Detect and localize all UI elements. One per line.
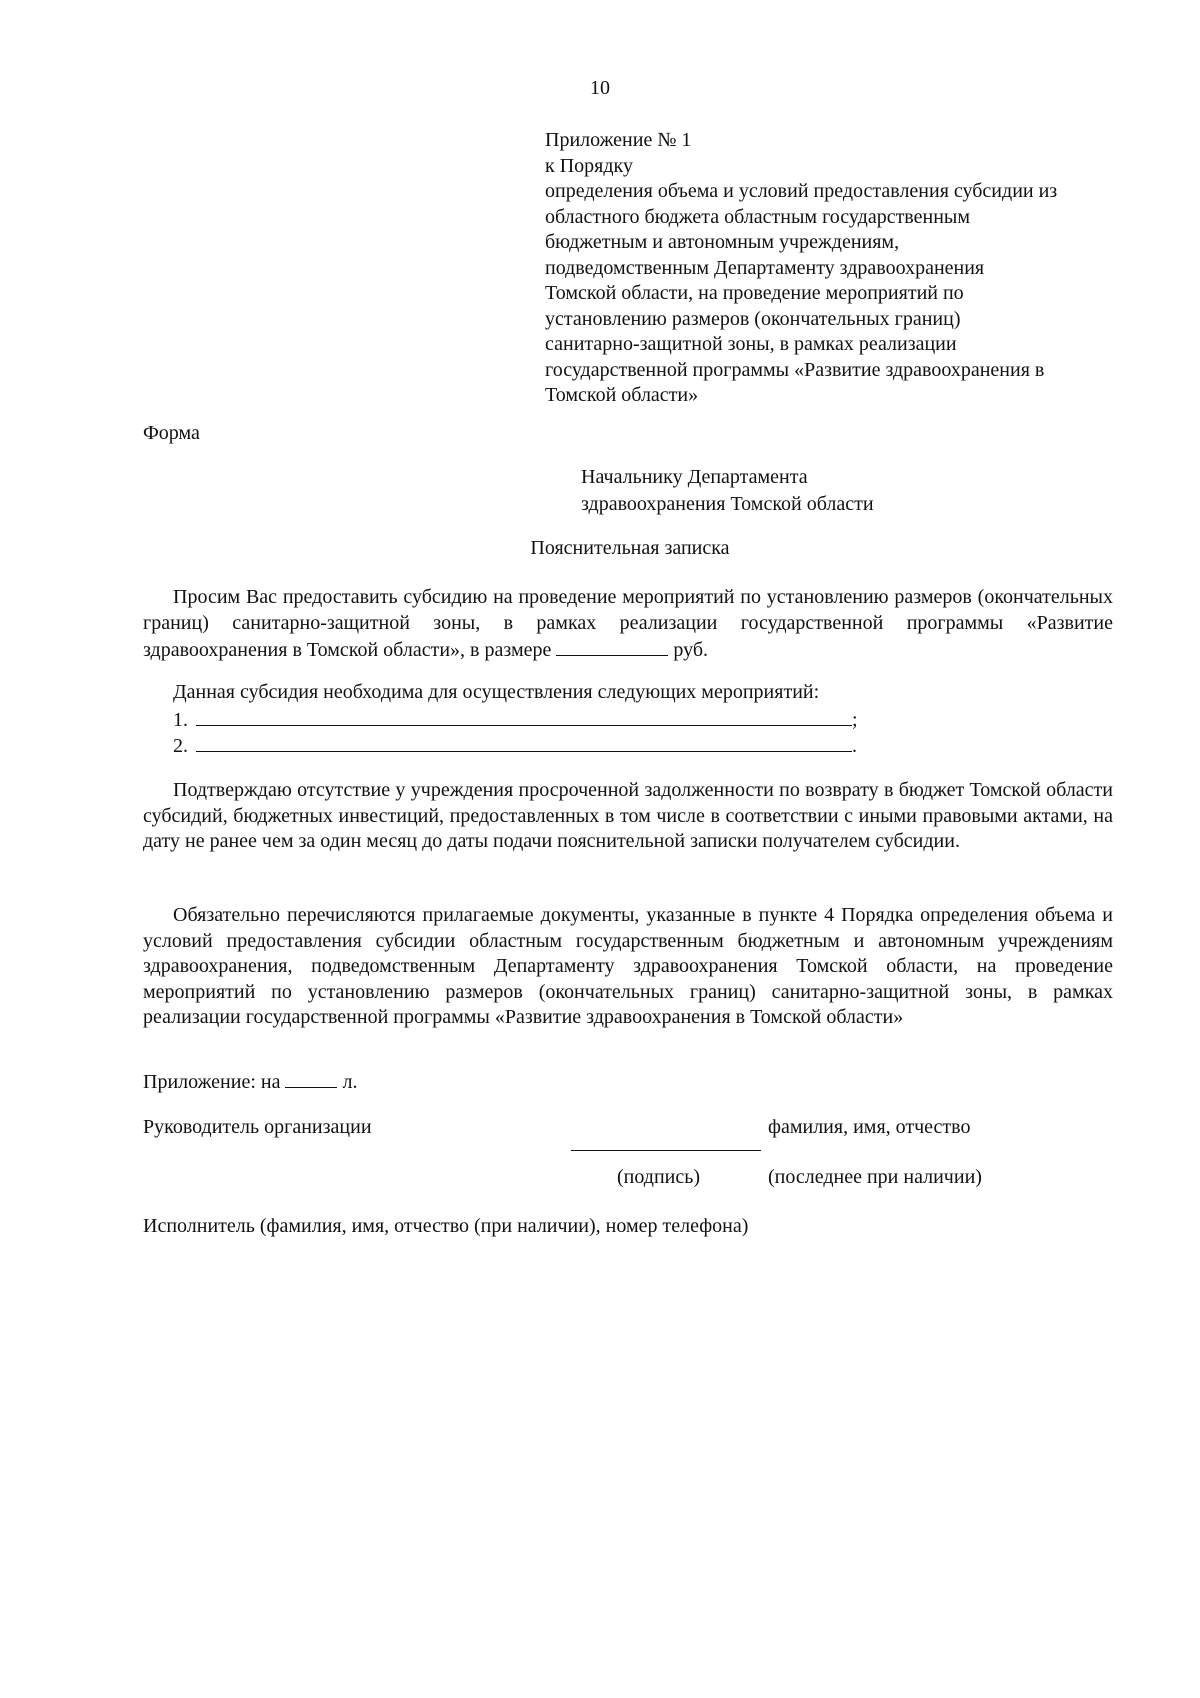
currency-label: руб. — [673, 639, 709, 661]
addressee-line: здравоохранения Томской области — [581, 493, 874, 515]
document-title: Пояснительная записка — [530, 537, 730, 559]
activity-number: 1. — [173, 709, 188, 731]
form-label: Форма — [143, 422, 200, 444]
activity-end-mark: ; — [852, 709, 858, 731]
confirmation-paragraph: Подтверждаю отсутствие у учреждения просроченной задолженности по возврату в бюджет Томской области субсидий, бюджетных инвестиций, предоставленных в том числе в соответствии с иными правовыми актами, на дату не ранее чем за один месяц до даты подачи пояснительной записки получателем субсидии. — [143, 779, 1113, 852]
attachment-line — [143, 1068, 357, 1094]
appendix-line: определения объема и условий предоставления субсидии из — [545, 180, 1058, 202]
activity-blank-field[interactable] — [196, 706, 852, 726]
activity-blank-field[interactable] — [196, 732, 852, 752]
executor-line: Исполнитель (фамилия, имя, отчество (при наличии), номер телефона) — [143, 1215, 749, 1237]
appendix-line: санитарно-защитной зоны, в рамках реализации — [545, 333, 957, 355]
activities-intro: Данная субсидия необходима для осуществления следующих мероприятий: — [173, 681, 820, 703]
signature-blank-field[interactable] — [571, 1150, 761, 1151]
appendix-line: областного бюджета областным государственным — [545, 205, 971, 228]
request-text: Просим Вас предоставить субсидию на проведение мероприятий по установлению размеров (окончательных границ) санитарно-защитной зоны, в рамках реализации государственной программы «Развитие здравоохранения в Томской области», в размере — [143, 586, 1113, 661]
appendix-header — [545, 128, 1145, 409]
request-paragraph — [143, 585, 1113, 664]
appendix-line: Приложение № 1 — [545, 129, 692, 151]
amount-blank-field[interactable] — [556, 636, 668, 656]
fio-caption: (последнее при наличии) — [768, 1166, 982, 1188]
appendix-line: государственной программы «Развитие здравоохранения в — [545, 358, 1045, 381]
appendix-line: бюджетным и автономным учреждениям, — [545, 231, 900, 253]
head-of-organization-label: Руководитель организации — [143, 1116, 372, 1138]
activity-item — [173, 706, 858, 734]
activity-number: 2. — [173, 735, 188, 757]
documents-paragraph: Обязательно перечисляются прилагаемые документы, указанные в пункте 4 Порядка определения объема и условий предоставления субсидии областным государственным бюджетным и автономным учреждениям здравоохранения, подведомственным Департаменту здравоохранения Томской области, на проведение мероприятий по установлению размеров (окончательных границ) санитарно-защитной зоны, в рамках реализации государственной программы «Развитие здравоохранения в Томской области» — [143, 904, 1113, 1028]
activity-item — [173, 732, 857, 760]
addressee — [581, 464, 874, 518]
signature-caption: (подпись) — [617, 1166, 701, 1188]
attachment-prefix: Приложение: на — [143, 1071, 281, 1093]
appendix-line: Томской области, на проведение мероприятий по — [545, 282, 964, 304]
page-number: 10 — [590, 77, 610, 99]
fio-label: фамилия, имя, отчество — [768, 1116, 971, 1138]
attachment-pages-blank-field[interactable] — [285, 1068, 337, 1088]
appendix-line: Томской области» — [545, 384, 699, 406]
appendix-line: к Порядку — [545, 154, 633, 177]
appendix-line: установлению размеров (окончательных границ) — [545, 307, 961, 330]
attachment-suffix: л. — [342, 1071, 358, 1093]
activity-end-mark: . — [852, 735, 857, 757]
appendix-line: подведомственным Департаменту здравоохранения — [545, 256, 985, 279]
addressee-line: Начальнику Департамента — [581, 466, 808, 488]
